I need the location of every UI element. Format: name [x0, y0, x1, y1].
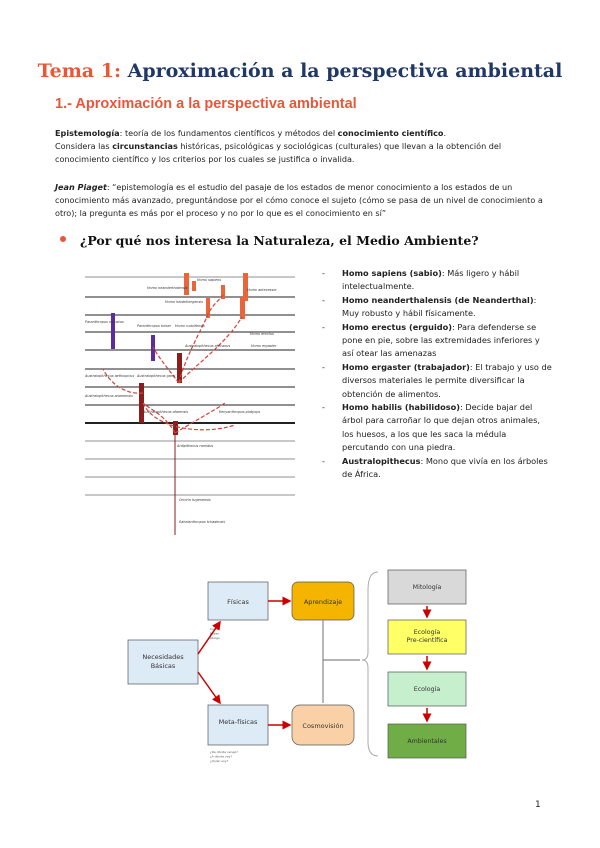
evolution-timeline-lines [85, 277, 295, 535]
hominid-desc: : Mono que vivía en los árboles de África. [342, 455, 548, 480]
meta-notes [210, 750, 238, 763]
svg-text:Homo neanderthalensis: Homo neanderthalensis [147, 286, 188, 290]
note-text: ¿De dónde vengo? [210, 750, 238, 754]
piaget-quote [55, 181, 545, 220]
section-number: 1.- [55, 96, 72, 112]
hominid-name: Australopithecus [342, 455, 421, 466]
bullet-dot [60, 236, 66, 242]
svg-text:Homo antecessor: Homo antecessor [247, 288, 277, 292]
note-text: Abrigo [210, 636, 220, 640]
stages-column [388, 570, 466, 758]
note-text: ¿Quién soy? [210, 759, 229, 763]
hominid-item: - Homo neanderthalensis (de Neanderthal): Muy robusto y hábil físicamente. [322, 294, 537, 319]
hominid-desc: : Más ligero y hábil intelectualmente. [342, 268, 520, 292]
epistemology-paragraph [55, 127, 545, 166]
svg-text:Australopithecus anamensis: Australopithecus anamensis [85, 394, 133, 398]
hominid-name: Homo erectus (erguido) [342, 321, 453, 332]
section-title: Aproximación a la perspectiva ambiental [75, 96, 357, 112]
metaphysical-label: Meta-físicas [218, 718, 258, 726]
title-text: Aproximación a la perspectiva ambiental [127, 60, 563, 82]
hominid-desc: : El trabajo y uso de diversos materiales le permite diversificar la obtención de alimentos. [342, 361, 552, 399]
section-heading [55, 96, 357, 112]
hominid-desc: : Decide bajar del árbol para carroñar lo que dejan otros animales, los huesos, a los que les saca la médula percutando con una piedra. [342, 402, 540, 453]
stage-label: Ecología [413, 686, 441, 693]
svg-text:Homo sapiens: Homo sapiens [197, 278, 222, 282]
hominid-list [322, 267, 552, 482]
svg-text:Homo heidelbergensis: Homo heidelbergensis [165, 300, 203, 304]
svg-text:Homo ergaster: Homo ergaster [251, 344, 277, 348]
evolution-chart [85, 265, 295, 535]
considers-rest: históricas, psicológicas y sociológicas (culturales) que llevan a la obtención del conocimiento científico y los criterios por los cuales se justifica o invalida. [55, 141, 502, 164]
hominid-name: Homo habilis (habilidoso) [342, 402, 460, 413]
hominid-name: Homo sapiens (sabio) [342, 268, 442, 278]
svg-text:Australopithecus africanus: Australopithecus africanus [185, 344, 231, 348]
root-label: Necesidades Básicas [142, 653, 184, 670]
hominid-name: Homo ergaster (trabajador) [342, 361, 470, 372]
svg-text:Ardipithecus ramidus: Ardipithecus ramidus [177, 444, 214, 448]
svg-text:Paranthropus robustus: Paranthropus robustus [85, 320, 124, 324]
svg-text:Australopithecus aethiopicus: Australopithecus aethiopicus [85, 374, 135, 378]
definition-text: : teoría de los fundamentos científicos y métodos del [119, 128, 338, 138]
stage-label: Ambientales [407, 738, 447, 745]
hominid-item: - Homo erectus (erguido): Para defenderse se pone en pie, sobre las extremidades inferiores y así otear las amenazas [322, 321, 540, 359]
svg-text:Paranthropus boisei: Paranthropus boisei [137, 324, 171, 328]
question-heading: ¿Por qué nos interesa la Naturaleza, el Medio Ambiente? [80, 233, 479, 248]
hominid-desc: : Muy robusto y hábil físicamente. [342, 294, 537, 319]
hominid-desc: : Para defenderse se pone en pie, sobre las extremidades inferiores y así otear las amenazas [342, 321, 540, 359]
stage-label: Mitología [412, 584, 442, 591]
svg-text:Sahelanthropus tchadensis: Sahelanthropus tchadensis [179, 520, 226, 524]
quote-text: : “epistemología es el estudio del pasaje de los estados de menor conocimiento a los estados de un conocimiento más avanzado, preguntándose por el cómo conoce el sujeto (cómo se pasa de un nivel de conocimiento a otro); la pregunta es más por el proceso y no por lo que es el conocimiento en sí” [55, 182, 543, 218]
learning-label: Aprendizaje [303, 598, 343, 606]
svg-text:Australopithecus afarensis: Australopithecus afarensis [143, 410, 189, 414]
needs-diagram [120, 560, 480, 775]
definition-bold: conocimiento científico [337, 128, 444, 138]
hominid-item: - Homo habilis (habilidoso): Decide bajar del árbol para carroñar lo que dejan otros animales, los huesos, a los que les saca la médula percutando con una piedra. [322, 402, 540, 453]
considers-text: Considera las [55, 141, 113, 151]
page-title [0, 60, 600, 82]
hominid-item: - Australopithecus: Mono que vivía en los árboles de África. [322, 455, 548, 480]
page-number: 1 [535, 800, 541, 810]
title-lead: Tema 1: [37, 60, 121, 82]
definition-end: . [443, 128, 447, 138]
hominid-item: - Homo sapiens (sabio): Más ligero y hábil intelectualmente. [322, 268, 520, 292]
svg-text:Kenyanthropus platyops: Kenyanthropus platyops [219, 410, 261, 414]
svg-text:Orrorin tugenensis: Orrorin tugenensis [179, 498, 211, 502]
note-text: ¿A dónde voy? [210, 754, 232, 759]
stage-label: Ecología Pre-científica [406, 629, 448, 644]
worldview-label: Cosmovisión [302, 722, 344, 730]
note-text: Comer [210, 627, 220, 631]
note-text: Beber [210, 631, 219, 636]
author-piaget: Jean Piaget [55, 182, 107, 192]
physical-label: Físicas [227, 598, 249, 606]
svg-text:Homo rudolfensis: Homo rudolfensis [175, 324, 205, 328]
circumstances-bold: circunstancias [112, 141, 178, 151]
hominid-name: Homo neanderthalensis (de Neanderthal) [342, 294, 534, 305]
term-epistemology: Epistemología [55, 128, 120, 138]
svg-text:Australopithecus garhi: Australopithecus garhi [137, 374, 176, 378]
hominid-item: - Homo ergaster (trabajador): El trabajo y uso de diversos materiales le permite diversificar la obtención de alimentos. [322, 361, 552, 399]
stages-bracket [362, 572, 378, 756]
svg-text:Homo erectus: Homo erectus [250, 332, 274, 336]
